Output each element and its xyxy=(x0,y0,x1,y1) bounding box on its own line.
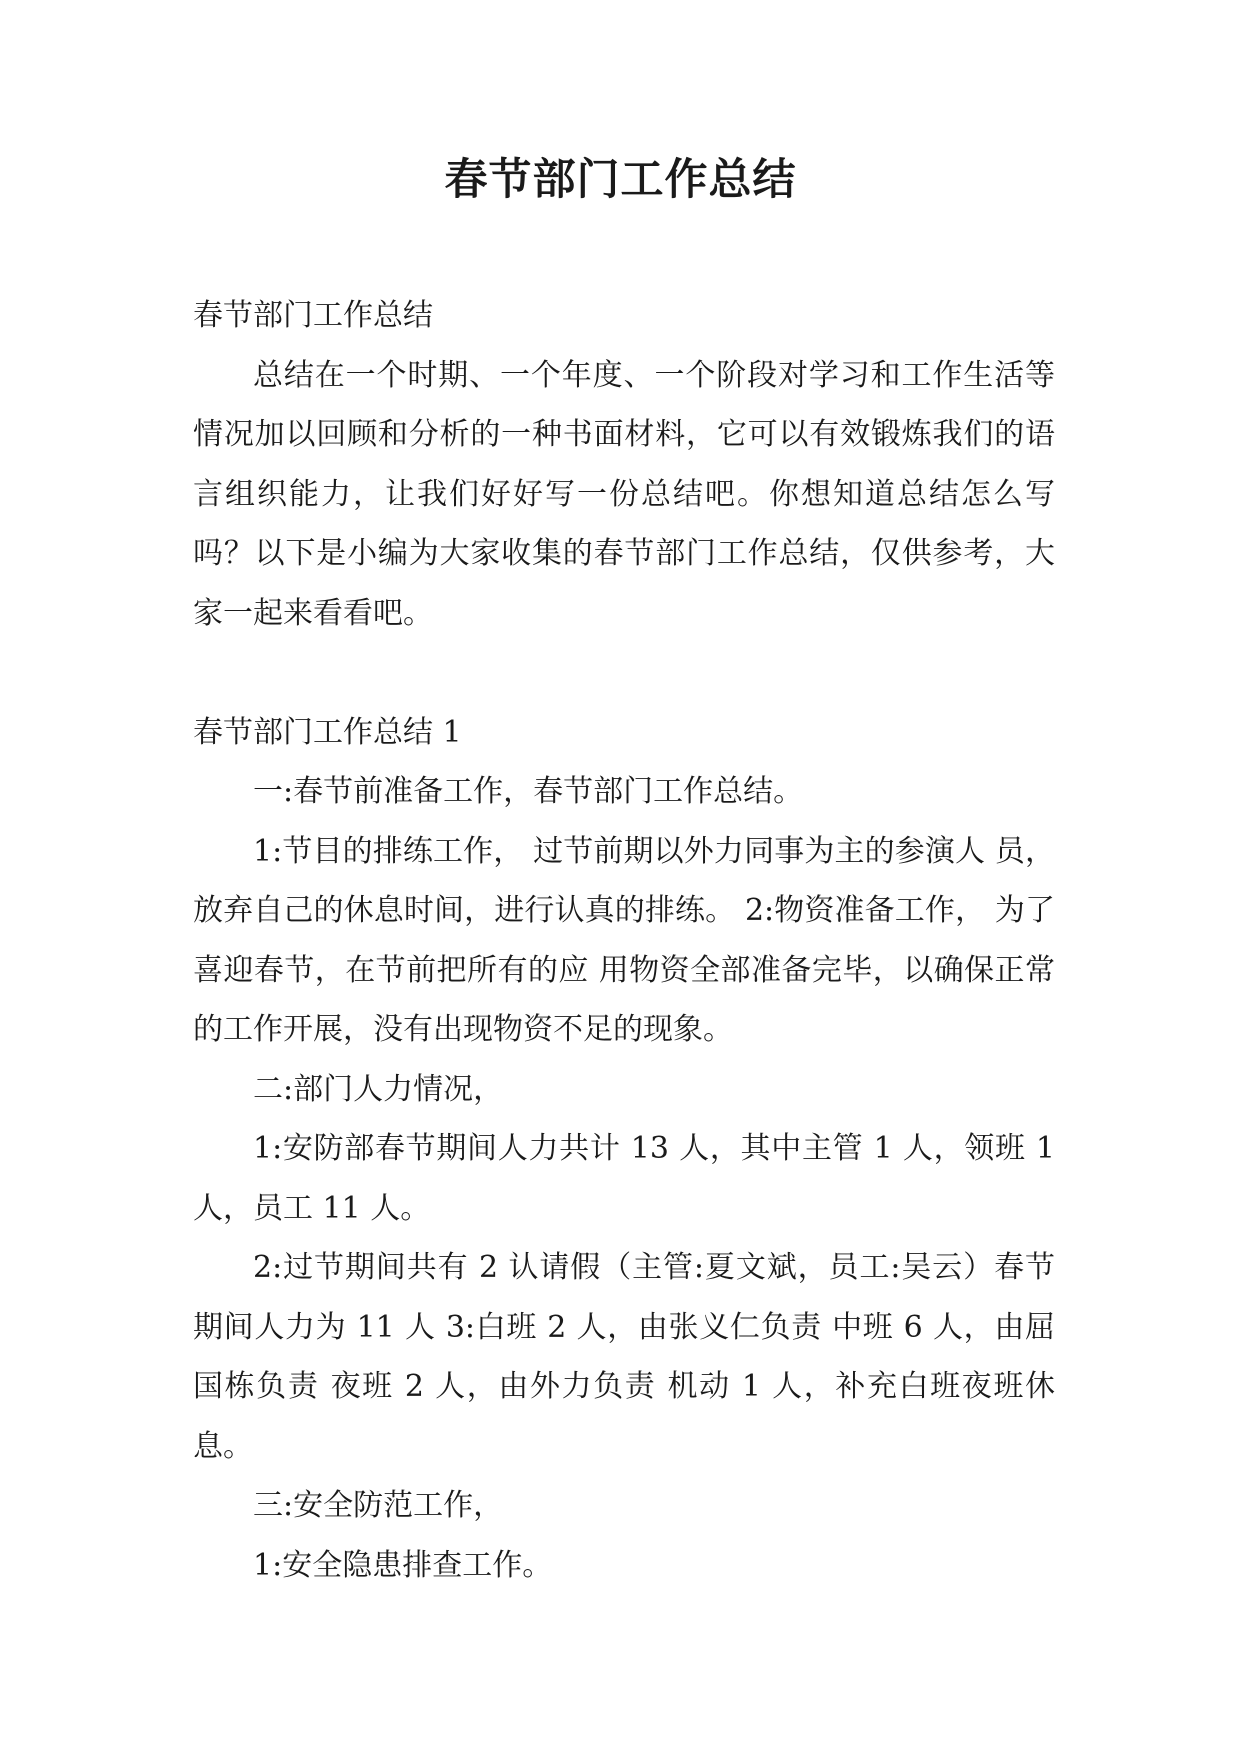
section-item-leave: 2:过节期间共有 2 认请假（主管:夏文斌，员工:吴云）春节期间人力为 11 人 3:白班 2 人，由张义仁负责 中班 6 人，由屈国栋负责 夜班 2 人，由外力负责 机动 1 人，补充白班夜班休息。 xyxy=(193,1250,1055,1464)
document-body xyxy=(193,286,1055,1595)
section-item-preparation: 一:春节前准备工作，春节部门工作总结。 xyxy=(253,774,804,809)
section-item-staffing: 二:部门人力情况， xyxy=(253,1071,504,1107)
section-spacer xyxy=(193,643,1055,703)
document-title: 春节部门工作总结 xyxy=(444,155,797,205)
section-item-safety: 三:安全防范工作， xyxy=(253,1488,504,1523)
section-item-hazard-check: 1:安全隐患排查工作。 xyxy=(253,1547,553,1583)
section-heading: 春节部门工作总结 1 xyxy=(193,714,462,750)
section-item-staff-count: 1:安防部春节期间人力共计 13 人，其中主管 1 人，领班 1 人，员工 11 人。 xyxy=(193,1131,1055,1226)
section-item-rehearsal: 1:节目的排练工作， 过节前期以外力同事为主的参演人 员，放弃自己的休息时间，进行认真的排练。 2:物资准备工作， 为了喜迎春节，在节前把所有的应 用物资全部准备完毕，以确保正常的工作开展，没有出现物资不足的现象。 xyxy=(193,833,1055,1047)
intro-paragraph: 总结在一个时期、一个年度、一个阶段对学习和工作生活等情况加以回顾和分析的一种书面材料，它可以有效锻炼我们的语言组织能力，让我们好好写一份总结吧。你想知道总结怎么写吗？以下是小编为大家收集的春节部门工作总结，仅供参考，大家一起来看看吧。 xyxy=(193,357,1055,631)
intro-heading: 春节部门工作总结 xyxy=(193,298,433,333)
